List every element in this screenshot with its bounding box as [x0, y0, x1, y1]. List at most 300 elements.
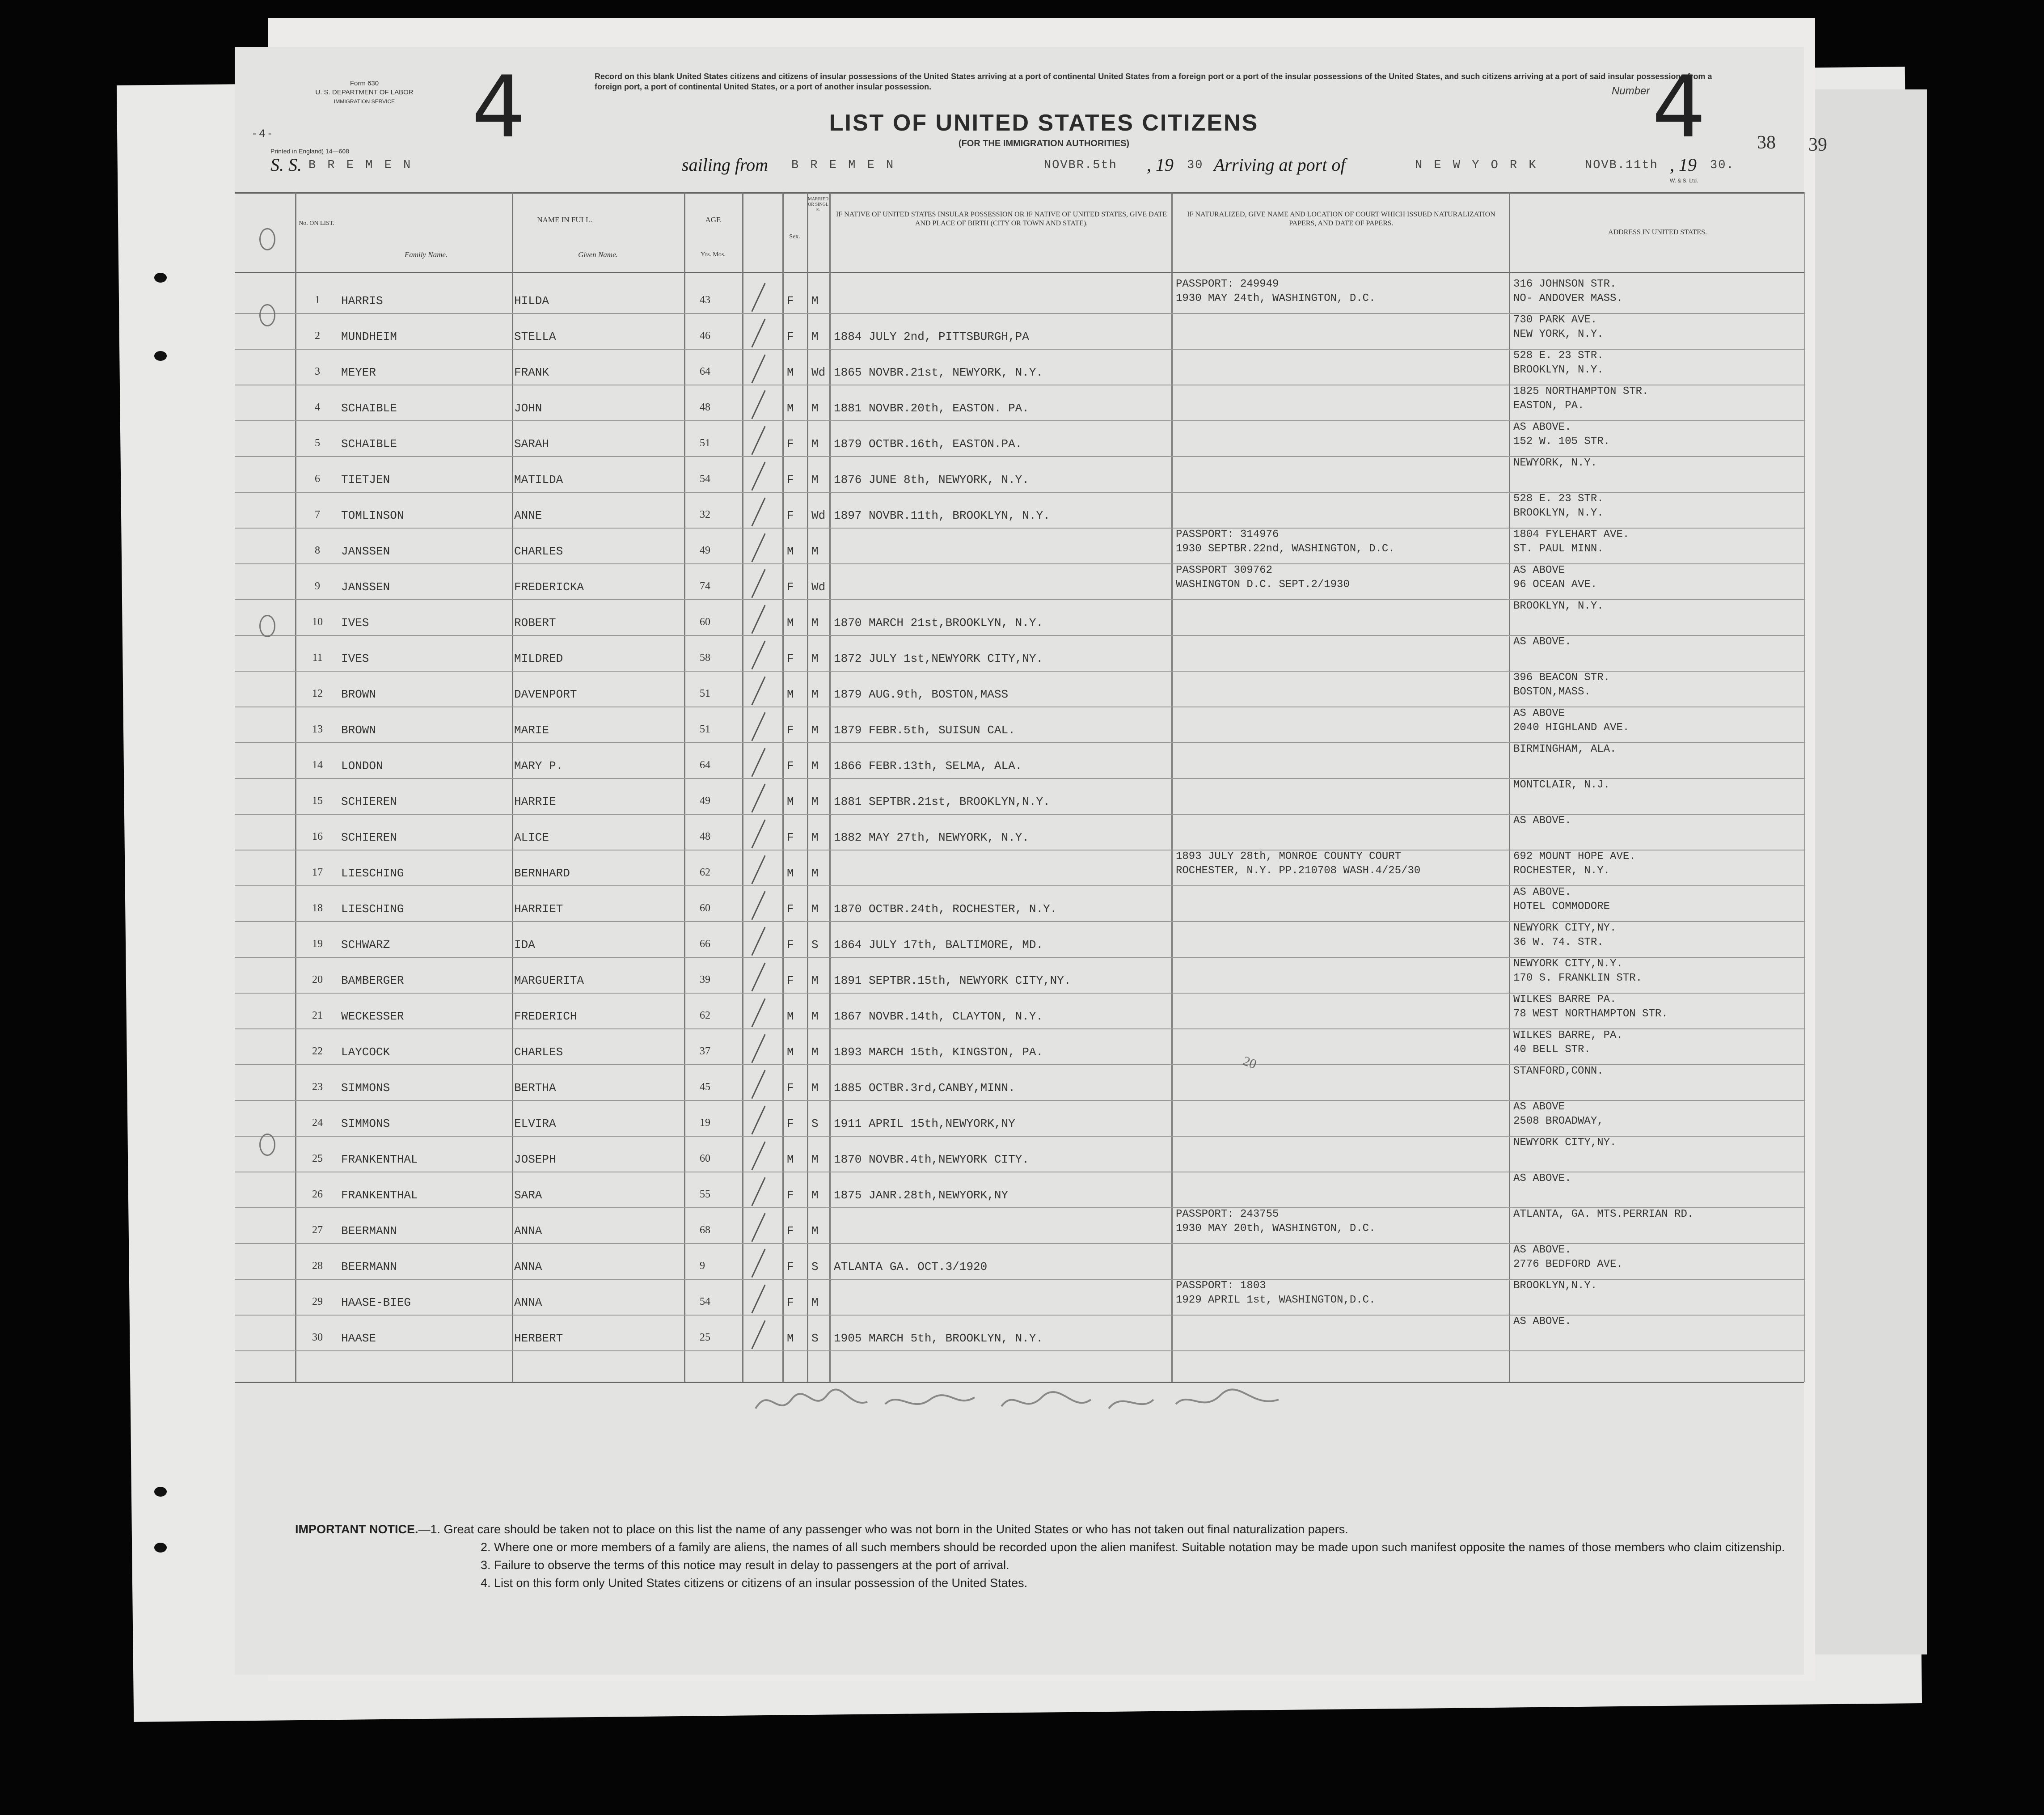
- cell-no: 15: [312, 795, 323, 807]
- cell-ms: M: [811, 294, 819, 308]
- cell-no: 4: [315, 402, 320, 413]
- cell-sex: F: [787, 1296, 794, 1309]
- binder-ring: [259, 304, 275, 326]
- cell-addr1: 692 MOUNT HOPE AVE.: [1513, 850, 1636, 863]
- cell-given: SARA: [514, 1189, 542, 1202]
- cell-nat2: WASHINGTON D.C. SEPT.2/1930: [1176, 579, 1350, 591]
- cell-no: 5: [315, 437, 320, 449]
- cell-addr2: 2508 BROADWAY,: [1513, 1115, 1604, 1127]
- cell-addr1: AS ABOVE.: [1513, 636, 1571, 648]
- punch-hole: [154, 1543, 167, 1553]
- cell-sex: M: [787, 545, 794, 558]
- cell-nat1: PASSPORT 309762: [1176, 564, 1273, 576]
- cell-family: HAASE: [341, 1332, 376, 1345]
- cell-addr2: BOSTON,MASS.: [1513, 686, 1591, 698]
- check-mark: [751, 498, 765, 527]
- page-number-38: 38: [1757, 132, 1776, 153]
- cell-given: MARGUERITA: [514, 974, 584, 987]
- check-mark: [751, 712, 765, 741]
- cell-given: HARRIET: [514, 902, 563, 916]
- cell-family: TIETJEN: [341, 473, 390, 487]
- cell-no: 13: [312, 723, 323, 735]
- col-no: No. ON LIST.: [299, 220, 334, 227]
- cell-addr2: 96 OCEAN AVE.: [1513, 579, 1597, 591]
- check-mark: [751, 426, 765, 455]
- cell-no: 8: [315, 545, 320, 556]
- cell-nat1: PASSPORT: 314976: [1176, 529, 1279, 541]
- cell-addr2: ST. PAUL MINN.: [1513, 543, 1604, 555]
- signature-handwriting: [751, 1382, 1310, 1422]
- service-name: IMMIGRATION SERVICE: [334, 98, 395, 105]
- binder-ring: [259, 1134, 275, 1156]
- cell-birth: 1876 JUNE 8th, NEWYORK, N.Y.: [834, 473, 1029, 487]
- cell-family: LIESCHING: [341, 902, 404, 916]
- form-number: Form 630: [350, 80, 379, 87]
- cell-addr1: AS ABOVE: [1513, 564, 1565, 576]
- cell-family: SIMMONS: [341, 1117, 390, 1130]
- cell-no: 14: [312, 759, 323, 771]
- col-naturalized: IF NATURALIZED, GIVE NAME AND LOCATION OF COURT WHICH ISSUED NATURALIZATION PAPERS, AND DATE OF PAPERS.: [1187, 211, 1495, 227]
- cell-ms: M: [811, 1189, 819, 1202]
- cell-given: FRANK: [514, 366, 549, 379]
- cell-ms: M: [811, 1010, 819, 1023]
- cell-sex: M: [787, 1153, 794, 1166]
- cell-no: 12: [312, 688, 323, 699]
- notice-item-3: 3. Failure to observe the terms of this notice may result in delay to passengers at the port of arrival.: [481, 1558, 1009, 1572]
- binder-ring: [259, 615, 275, 637]
- cell-given: ANNE: [514, 509, 542, 522]
- cell-age: 19: [700, 1117, 710, 1129]
- cell-age: 49: [700, 545, 710, 556]
- notice-heading: IMPORTANT NOTICE.: [295, 1523, 418, 1536]
- sailing-year: 30: [1187, 159, 1204, 172]
- cell-addr1: WILKES BARRE PA.: [1513, 994, 1617, 1006]
- cell-sex: F: [787, 1260, 794, 1273]
- cell-sex: F: [787, 1224, 794, 1238]
- cell-no: 1: [315, 294, 320, 306]
- notice-item-1: —1. Great care should be taken not to place on this list the name of any passenger who was not born in the United States or who has not taken out final naturalization papers.: [418, 1523, 1348, 1536]
- cell-addr1: AS ABOVE: [1513, 707, 1565, 719]
- cell-age: 49: [700, 795, 710, 807]
- cell-sex: M: [787, 366, 794, 379]
- check-mark: [751, 390, 765, 419]
- cell-sex: F: [787, 1081, 794, 1095]
- cell-addr2: 152 W. 105 STR.: [1513, 436, 1610, 448]
- passenger-table: [235, 192, 1804, 1382]
- cell-no: 7: [315, 509, 320, 520]
- cell-birth: 1893 MARCH 15th, KINGSTON, PA.: [834, 1045, 1043, 1059]
- check-mark: [751, 1142, 765, 1171]
- cell-addr1: NEWYORK, N.Y.: [1513, 457, 1597, 469]
- check-mark: [751, 748, 765, 777]
- check-mark: [751, 283, 765, 312]
- cell-no: 6: [315, 473, 320, 485]
- cell-age: 68: [700, 1224, 710, 1236]
- cell-birth: 1870 OCTBR.24th, ROCHESTER, N.Y.: [834, 902, 1057, 916]
- cell-addr1: BIRMINGHAM, ALA.: [1513, 743, 1617, 755]
- cell-age: 37: [700, 1045, 710, 1057]
- page-number-39: 39: [1808, 135, 1827, 155]
- cell-addr2: BROOKLYN, N.Y.: [1513, 507, 1604, 519]
- cell-family: SCHIEREN: [341, 831, 397, 844]
- cell-addr1: AS ABOVE.: [1513, 421, 1571, 433]
- cell-family: BEERMANN: [341, 1224, 397, 1238]
- cell-given: ROBERT: [514, 616, 556, 630]
- col-married: MARRIED OR SINGLE.: [807, 197, 829, 212]
- cell-ms: S: [811, 1117, 819, 1130]
- cell-no: 20: [312, 974, 323, 986]
- cell-birth: 1879 AUG.9th, BOSTON,MASS: [834, 688, 1009, 701]
- cell-family: MEYER: [341, 366, 376, 379]
- cell-addr1: AS ABOVE: [1513, 1101, 1565, 1113]
- cell-age: 46: [700, 330, 710, 342]
- port-from: B R E M E N: [791, 159, 896, 172]
- cell-age: 45: [700, 1081, 710, 1093]
- cell-ms: M: [811, 402, 819, 415]
- cell-given: JOSEPH: [514, 1153, 556, 1166]
- cell-addr1: AS ABOVE.: [1513, 1244, 1571, 1256]
- check-mark: [751, 963, 765, 992]
- check-mark: [751, 1249, 765, 1278]
- cell-ms: M: [811, 795, 819, 808]
- cell-given: BERNHARD: [514, 867, 570, 880]
- cell-age: 64: [700, 366, 710, 377]
- cell-sex: F: [787, 723, 794, 737]
- cell-age: 48: [700, 402, 710, 413]
- cell-family: SCHIEREN: [341, 795, 397, 808]
- cell-age: 9: [700, 1260, 705, 1272]
- cell-birth: ATLANTA GA. OCT.3/1920: [834, 1260, 988, 1273]
- cell-age: 64: [700, 759, 710, 771]
- cell-birth: 1870 NOVBR.4th,NEWYORK CITY.: [834, 1153, 1029, 1166]
- cell-family: LAYCOCK: [341, 1045, 390, 1059]
- cell-ms: M: [811, 1296, 819, 1309]
- cell-ms: M: [811, 1153, 819, 1166]
- cell-ms: Wd: [811, 509, 826, 522]
- check-mark: [751, 891, 765, 920]
- cell-given: BERTHA: [514, 1081, 556, 1095]
- cell-addr1: AS ABOVE.: [1513, 815, 1571, 827]
- number-label: Number: [1612, 85, 1650, 97]
- cell-ms: Wd: [811, 580, 826, 594]
- port-to: N E W Y O R K: [1415, 159, 1538, 172]
- handwritten-number-right: 4: [1652, 58, 1706, 157]
- cell-ms: M: [811, 1224, 819, 1238]
- cell-no: 23: [312, 1081, 323, 1093]
- cell-addr2: 2776 BEDFORD AVE.: [1513, 1258, 1623, 1270]
- cell-birth: 1885 OCTBR.3rd,CANBY,MINN.: [834, 1081, 1015, 1095]
- cell-age: 62: [700, 1010, 710, 1021]
- cell-nat1: PASSPORT: 249949: [1176, 278, 1279, 290]
- cell-addr1: NEWYORK CITY,N.Y.: [1513, 958, 1623, 970]
- cell-family: BAMBERGER: [341, 974, 404, 987]
- cell-given: ANNA: [514, 1224, 542, 1238]
- arrival-year: 30.: [1710, 159, 1735, 172]
- cell-family: IVES: [341, 652, 369, 665]
- cell-addr1: AS ABOVE.: [1513, 1172, 1571, 1185]
- cell-ms: M: [811, 831, 819, 844]
- cell-age: 58: [700, 652, 710, 664]
- cell-addr2: 2040 HIGHLAND AVE.: [1513, 722, 1630, 734]
- cell-no: 30: [312, 1332, 323, 1343]
- notice-item-4: 4. List on this form only United States citizens or citizens of an insular possession of the United States.: [481, 1576, 1028, 1590]
- cell-birth: 1870 MARCH 21st,BROOKLYN, N.Y.: [834, 616, 1043, 630]
- form-department-block: [306, 79, 422, 106]
- cell-sex: F: [787, 938, 794, 952]
- cell-no: 17: [312, 867, 323, 878]
- cell-given: HERBERT: [514, 1332, 563, 1345]
- cell-sex: M: [787, 1010, 794, 1023]
- cell-given: MATILDA: [514, 473, 563, 487]
- cell-age: 60: [700, 902, 710, 914]
- cell-given: SARAH: [514, 437, 549, 451]
- cell-ms: M: [811, 759, 819, 773]
- back-sheet-edge: [1815, 89, 1927, 1654]
- cell-age: 62: [700, 867, 710, 878]
- col-family: Family Name.: [404, 250, 448, 259]
- cell-addr1: BROOKLYN, N.Y.: [1513, 600, 1604, 612]
- cell-given: JOHN: [514, 402, 542, 415]
- cell-sex: F: [787, 437, 794, 451]
- cell-ms: M: [811, 1081, 819, 1095]
- cell-given: ANNA: [514, 1260, 542, 1273]
- ss-label: S. S.: [270, 155, 302, 175]
- cell-sex: F: [787, 652, 794, 665]
- cell-no: 22: [312, 1045, 323, 1057]
- cell-sex: F: [787, 759, 794, 773]
- voyage-line: [235, 154, 1804, 177]
- cell-addr1: WILKES BARRE, PA.: [1513, 1029, 1623, 1041]
- arrival-date: NOVB.11th: [1585, 159, 1658, 172]
- cell-sex: M: [787, 688, 794, 701]
- cell-birth: 1879 OCTBR.16th, EASTON.PA.: [834, 437, 1022, 451]
- cell-age: 48: [700, 831, 710, 842]
- check-mark: [751, 355, 765, 384]
- cell-sex: M: [787, 402, 794, 415]
- cell-nat2: 1930 SEPTBR.22nd, WASHINGTON, D.C.: [1176, 543, 1395, 555]
- cell-addr1: MONTCLAIR, N.J.: [1513, 779, 1610, 791]
- cell-nat2: 1930 MAY 24th, WASHINGTON, D.C.: [1176, 292, 1376, 305]
- cell-sex: F: [787, 580, 794, 594]
- cell-ms: M: [811, 974, 819, 987]
- cell-no: 27: [312, 1224, 323, 1236]
- printer-mark: W. & S. Ltd.: [1670, 178, 1698, 184]
- check-mark: [751, 927, 765, 956]
- cell-sex: F: [787, 974, 794, 987]
- cell-age: 32: [700, 509, 710, 520]
- cell-ms: M: [811, 616, 819, 630]
- cell-birth: 1881 SEPTBR.21st, BROOKLYN,N.Y.: [834, 795, 1050, 808]
- cell-family: TOMLINSON: [341, 509, 404, 522]
- cell-family: JANSSEN: [341, 545, 390, 558]
- cell-addr2: EASTON, PA.: [1513, 400, 1584, 412]
- cell-family: IVES: [341, 616, 369, 630]
- cell-addr2: ROCHESTER, N.Y.: [1513, 865, 1610, 877]
- cell-addr1: 1804 FYLEHART AVE.: [1513, 529, 1630, 541]
- cell-sex: M: [787, 795, 794, 808]
- cell-addr1: 1825 NORTHAMPTON STR.: [1513, 385, 1649, 398]
- cell-addr1: 730 PARK AVE.: [1513, 314, 1597, 326]
- check-mark: [751, 1070, 765, 1099]
- col-address: ADDRESS IN UNITED STATES.: [1608, 228, 1707, 236]
- cell-ms: M: [811, 723, 819, 737]
- cell-addr2: 36 W. 74. STR.: [1513, 936, 1604, 948]
- cell-family: FRANKENTHAL: [341, 1189, 418, 1202]
- check-mark: [751, 1177, 765, 1206]
- cell-no: 24: [312, 1117, 323, 1129]
- col-native-birth: IF NATIVE OF UNITED STATES INSULAR POSSESSION OR IF NATIVE OF UNITED STATES, GIVE DATE AND PLACE OF BIRTH (CITY OR TOWN AND STATE).: [836, 211, 1167, 227]
- cell-given: MARY P.: [514, 759, 563, 773]
- cell-family: SCHAIBLE: [341, 437, 397, 451]
- binder-ring: [259, 228, 275, 250]
- cell-birth: 1905 MARCH 5th, BROOKLYN, N.Y.: [834, 1332, 1043, 1345]
- cell-given: CHARLES: [514, 1045, 563, 1059]
- cell-age: 54: [700, 1296, 710, 1307]
- cell-no: 25: [312, 1153, 323, 1164]
- cell-family: LIESCHING: [341, 867, 404, 880]
- cell-age: 60: [700, 1153, 710, 1164]
- cell-sex: M: [787, 867, 794, 880]
- cell-family: BROWN: [341, 688, 376, 701]
- cell-addr1: BROOKLYN,N.Y.: [1513, 1280, 1597, 1292]
- cell-family: MUNDHEIM: [341, 330, 397, 343]
- arriving-label: Arriving at port of: [1214, 155, 1346, 175]
- cell-family: LONDON: [341, 759, 383, 773]
- printed-note: Printed in England) 14—608: [270, 148, 349, 155]
- cell-family: SCHWARZ: [341, 938, 390, 952]
- cell-nat1: PASSPORT: 1803: [1176, 1280, 1266, 1292]
- cell-given: IDA: [514, 938, 535, 952]
- cell-family: BEERMANN: [341, 1260, 397, 1273]
- cell-ms: M: [811, 1045, 819, 1059]
- record-instructions: Record on this blank United States citizens and citizens of insular possessions of the United States arriving at a port of continental United States from a foreign port or a port of the insular possessions of the United States, and such citizens arriving at a port of said insular possessions from a foreign port, a port of continental United States, or a port of another insular possession.: [595, 72, 1712, 91]
- cell-sex: F: [787, 330, 794, 343]
- cell-sex: M: [787, 1332, 794, 1345]
- cell-addr1: 316 JOHNSON STR.: [1513, 278, 1617, 290]
- cell-addr2: 40 BELL STR.: [1513, 1044, 1591, 1056]
- cell-addr2: NO- ANDOVER MASS.: [1513, 292, 1623, 305]
- cell-ms: M: [811, 867, 819, 880]
- cell-age: 39: [700, 974, 710, 986]
- form-subtitle: (FOR THE IMMIGRATION AUTHORITIES): [958, 139, 1130, 148]
- col-given: Given Name.: [578, 250, 618, 259]
- cell-age: 74: [700, 580, 710, 592]
- cell-birth: 1884 JULY 2nd, PITTSBURGH,PA: [834, 330, 1029, 343]
- col-sex: Sex.: [789, 233, 800, 240]
- margin-stamp: 20: [1241, 1053, 1258, 1072]
- check-mark: [751, 784, 765, 813]
- cell-no: 29: [312, 1296, 323, 1307]
- cell-birth: 1911 APRIL 15th,NEWYORK,NY: [834, 1117, 1015, 1130]
- cell-sex: F: [787, 473, 794, 487]
- cell-addr2: 78 WEST NORTHAMPTON STR.: [1513, 1008, 1668, 1020]
- year-prefix-2: , 19: [1670, 155, 1697, 175]
- form-title: LIST OF UNITED STATES CITIZENS: [829, 110, 1259, 136]
- sailing-from-label: sailing from: [682, 155, 768, 175]
- department-name: U. S. DEPARTMENT OF LABOR: [315, 89, 414, 96]
- cell-birth: 1864 JULY 17th, BALTIMORE, MD.: [834, 938, 1043, 952]
- cell-birth: 1882 MAY 27th, NEWYORK, N.Y.: [834, 831, 1029, 844]
- cell-given: HILDA: [514, 294, 549, 308]
- cell-family: SIMMONS: [341, 1081, 390, 1095]
- cell-no: 26: [312, 1189, 323, 1200]
- cell-ms: S: [811, 1260, 819, 1273]
- cell-birth: 1867 NOVBR.14th, CLAYTON, N.Y.: [834, 1010, 1043, 1023]
- cell-birth: 1891 SEPTBR.15th, NEWYORK CITY,NY.: [834, 974, 1071, 987]
- cell-nat1: PASSPORT: 243755: [1176, 1208, 1279, 1220]
- cell-family: SCHAIBLE: [341, 402, 397, 415]
- punch-hole: [154, 273, 167, 283]
- cell-age: 51: [700, 723, 710, 735]
- cell-no: 2: [315, 330, 320, 342]
- cell-family: HARRIS: [341, 294, 383, 308]
- cell-no: 3: [315, 366, 320, 377]
- check-mark: [751, 533, 765, 563]
- cell-given: ELVIRA: [514, 1117, 556, 1130]
- cell-addr2: BROOKLYN, N.Y.: [1513, 364, 1604, 376]
- cell-addr1: NEWYORK CITY,NY.: [1513, 1137, 1617, 1149]
- cell-ms: M: [811, 545, 819, 558]
- cell-nat1: 1893 JULY 28th, MONROE COUNTY COURT: [1176, 850, 1402, 863]
- col-name-in-full: NAME IN FULL.: [537, 216, 592, 224]
- check-mark: [751, 998, 765, 1028]
- cell-no: 10: [312, 616, 323, 628]
- cell-addr1: NEWYORK CITY,NY.: [1513, 922, 1617, 934]
- cell-addr2: HOTEL COMMODORE: [1513, 901, 1610, 913]
- cell-ms: M: [811, 902, 819, 916]
- col-yrs-mos: Yrs. Mos.: [701, 251, 726, 258]
- cell-family: BROWN: [341, 723, 376, 737]
- handwritten-number-left: 4: [472, 58, 526, 157]
- cell-ms: S: [811, 938, 819, 952]
- check-mark: [751, 1285, 765, 1314]
- check-mark: [751, 462, 765, 491]
- cell-nat2: ROCHESTER, N.Y. PP.210708 WASH.4/25/30: [1176, 865, 1421, 877]
- cell-addr2: 170 S. FRANKLIN STR.: [1513, 972, 1643, 984]
- cell-family: HAASE-BIEG: [341, 1296, 411, 1309]
- check-mark: [751, 641, 765, 670]
- check-mark: [751, 855, 765, 884]
- check-mark: [751, 319, 765, 348]
- cell-no: 9: [315, 580, 320, 592]
- year-prefix: , 19: [1147, 155, 1174, 175]
- cell-sex: F: [787, 1189, 794, 1202]
- check-mark: [751, 820, 765, 849]
- cell-addr1: AS ABOVE.: [1513, 886, 1571, 898]
- cell-ms: M: [811, 330, 819, 343]
- cell-addr1: 528 E. 23 STR.: [1513, 350, 1604, 362]
- cell-addr1: ATLANTA, GA. MTS.PERRIAN RD.: [1513, 1208, 1694, 1220]
- check-mark: [751, 569, 765, 598]
- cell-ms: M: [811, 688, 819, 701]
- cell-sex: F: [787, 831, 794, 844]
- cell-age: 51: [700, 688, 710, 699]
- cell-birth: 1881 NOVBR.20th, EASTON. PA.: [834, 402, 1029, 415]
- cell-age: 43: [700, 294, 710, 306]
- margin-mark: - 4 -: [253, 127, 272, 140]
- cell-ms: S: [811, 1332, 819, 1345]
- cell-addr1: 528 E. 23 STR.: [1513, 493, 1604, 505]
- cell-no: 28: [312, 1260, 323, 1272]
- cell-given: STELLA: [514, 330, 556, 343]
- cell-no: 19: [312, 938, 323, 950]
- cell-given: FREDERICKA: [514, 580, 584, 594]
- cell-age: 54: [700, 473, 710, 485]
- cell-ms: M: [811, 473, 819, 487]
- cell-sex: F: [787, 509, 794, 522]
- ship-name: B R E M E N: [308, 159, 413, 172]
- cell-age: 55: [700, 1189, 710, 1200]
